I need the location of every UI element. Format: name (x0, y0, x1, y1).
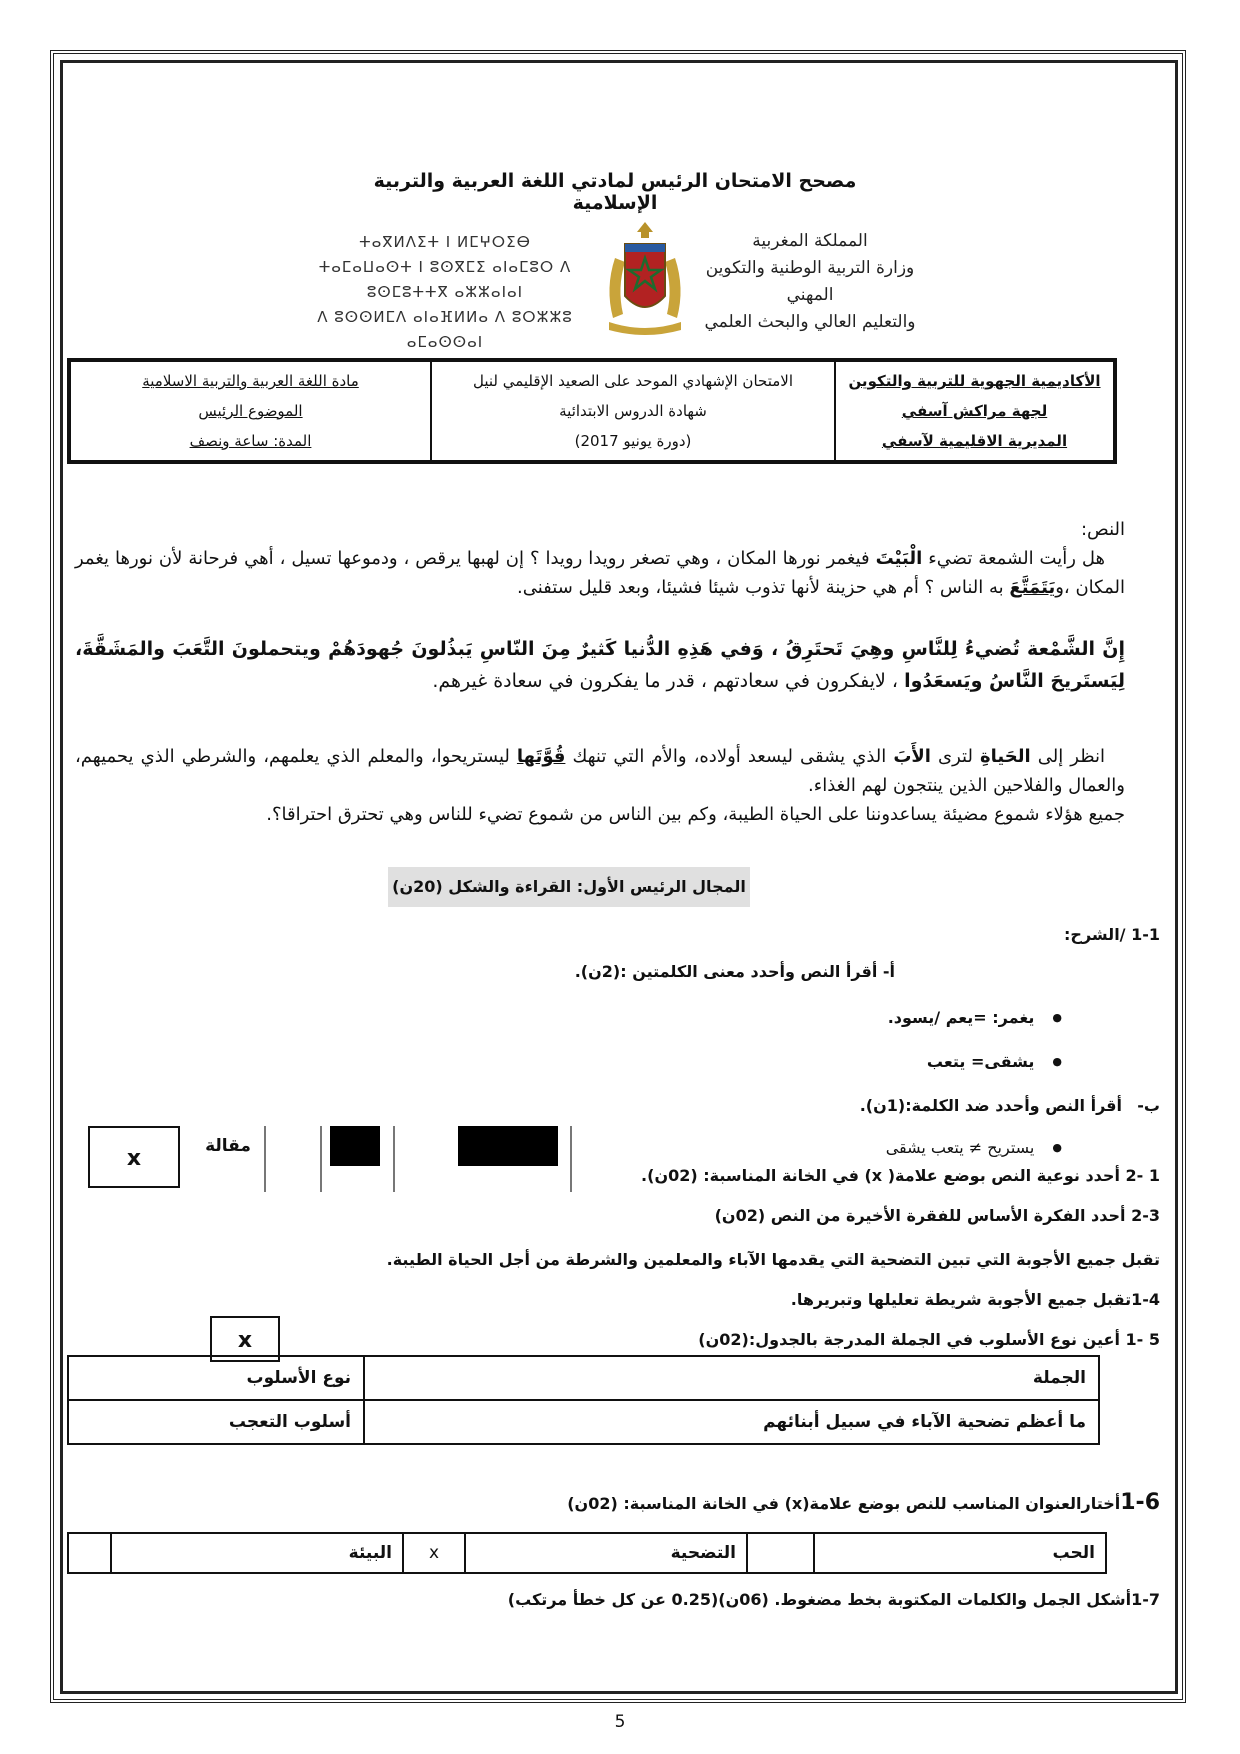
text-label: النص: (1080, 519, 1125, 540)
title-option-sacrifice: التضحية (465, 1533, 747, 1573)
kingdom-line-3: والتعليم العالي والبحث العلمي (704, 312, 916, 332)
tifinagh-line-2: ⵜⴰⵎⴰⵡⴰⵙⵜ ⵏ ⵓⵙⴳⵎⵉ ⴰⵏⴰⵎⵓⵔ ⴷ ⵓⵙⵎⵓⵜⵜⴳ ⴰⵣⵣⴰⵏⴰⵏ (318, 258, 572, 301)
kingdom-tifinagh (310, 230, 580, 355)
title-checkbox-love (747, 1533, 814, 1573)
exam-line-1: الامتحان الإشهادي الموحد على الصعيد الإقليمي لنيل (472, 372, 793, 390)
p3-underlined-word: قُوَّتَها (516, 746, 566, 767)
exam-cell (431, 360, 835, 462)
q1-3: 2-3 أحدد الفكرة الأساس للفقرة الأخيرة من النص (02ن) (714, 1206, 1160, 1225)
p1-part: به الناس ؟ أم هي حزينة لأنها تذوب شيئا فشيئا، وبعد قليل ستفنى. (517, 577, 1010, 598)
page-title: مصحح الامتحان الرئيس لمادتي اللغة العربية والتربية الإسلامية (373, 170, 857, 214)
academy-line-2: لجهة مراكش آسفي (901, 402, 1048, 420)
domain-title: المجال الرئيس الأول: القراءة والشكل (20ن) (388, 867, 750, 907)
q1-2: 1 -2 أحدد نوعية النص بوضع علامة( x) في الخانة المناسبة: (02ن). (641, 1166, 1160, 1185)
text-paragraph-1 (75, 515, 1125, 602)
subject-line-1: مادة اللغة العربية والتربية الاسلامية (142, 372, 359, 390)
text-paragraph-3 (75, 742, 1125, 829)
title-checkbox-sacrifice: x (403, 1533, 465, 1573)
tifinagh-line-1: ⵜⴰⴳⵍⴷⵉⵜ ⵏ ⵍⵎⵖⵔⵉⴱ (359, 233, 531, 251)
q1-4: 1-4تقبل جميع الأجوبة شريطة تعليلها وتبريرها. (790, 1290, 1160, 1309)
q1-1-a1: ● يغمر: =يعم /يسود. (888, 1008, 1062, 1027)
title-checkbox-environment (68, 1533, 111, 1573)
p1-part: هل رأيت الشمعة تضيء (922, 548, 1105, 569)
p3-part: الذي يشقى ليسعد أولاده، والأم التي تنهك (565, 746, 894, 767)
redacted-block (458, 1126, 558, 1166)
p3-part: ليستريحوا، والمعلم الذي يعلمهم، والشرطي الذي يحميهم، والعمال والفلاحين الذين ينتجون لهم الغذاء. (75, 746, 1125, 796)
title-option-love: الحب (814, 1533, 1106, 1573)
titles-table (67, 1532, 1107, 1574)
q1-7: 1-7أشكل الجمل والكلمات المكتوبة بخط مضغوط. (06ن)(0.25 عن كل خطأ مرتكب) (507, 1590, 1160, 1609)
exam-header-table (67, 358, 1117, 464)
divider (570, 1126, 572, 1192)
p1-underlined-word: يَتَمَتَّعَ (1009, 577, 1056, 598)
q1-6-text: أختارالعنوان المناسب للنص بوضع علامة(x) في الخانة المناسبة: (02ن) (567, 1494, 1121, 1513)
p2-part: ، لايفكرون في سعادتهم ، قدر ما يفكرون في سعادة غيرهم. (432, 670, 905, 692)
kingdom-line-1: المملكة المغربية (752, 231, 868, 251)
subject-line-2: الموضوع الرئيس (198, 402, 303, 420)
exam-line-2: شهادة الدروس الابتدائية (559, 402, 707, 420)
p3-bold-word: الأَبَ (893, 746, 931, 767)
royal-emblem-icon (595, 218, 695, 338)
style-sentence: ما أعظم تضحية الآباء في سبيل أبنائهم (364, 1400, 1099, 1444)
p3-conclusion: جميع هؤلاء شموع مضيئة يساعدوننا على الحياة الطيبة، وكم بين الناس من شموع تضيء للناس وهي تحترق احتراقا؟. (266, 804, 1125, 825)
academy-line-1: الأكاديمية الجهوية للتربية والتكوين (848, 372, 1101, 390)
style-type: أسلوب التعجب (68, 1400, 364, 1444)
academy-cell (835, 360, 1115, 462)
q1-1-b (860, 1096, 1160, 1115)
page-number: 5 (614, 1712, 626, 1732)
title-option-environment: البيئة (111, 1533, 403, 1573)
q1-1-b-label: ب- (1137, 1096, 1160, 1115)
p1-bold-word: الْبَيْتَ (875, 548, 923, 569)
q1-1-b-text: أقرأ النص وأحدد ضد الكلمة:(1ن). (859, 1096, 1123, 1115)
q1-6-number: 1-6 (1120, 1490, 1160, 1515)
text-paragraph-2 (75, 633, 1125, 697)
style-table (67, 1355, 1100, 1445)
p3-bold-word: الحَياةِ (980, 746, 1031, 767)
exam-line-3: (دورة يونيو 2017) (574, 432, 692, 450)
tifinagh-line-3: ⴷ ⵓⵙⵙⵍⵎⴷ ⴰⵏⴰⴼⵍⵍⴰ ⴷ ⵓⵔⵣⵣⵓ ⴰⵎⴰⵙⵙⴰⵏ (317, 308, 573, 351)
style-header-type: نوع الأسلوب (68, 1356, 364, 1400)
text-type-boxes (88, 1126, 578, 1192)
p1-part: فيغمر نورها المكان ، وهي تصغر رويدا رويدا ؟ إن لهبها يرقص ، ودموعها تسيل ، أهي فرحانة لأن نورها يغمر المكان ،و (75, 548, 1125, 598)
style-mark-box: x (210, 1316, 280, 1362)
p2-bold-part: إِنَّ الشَّمْعة تُضيءُ لِلنَّاسِ وهِيَ تَحتَرِقُ ، وَفي هَذِهِ الدُّنيا كَثيرٌ مِنَ النّاسِ يَبذُلونَ جُهودَهُمْ ويتحملونَ التَّعَبَ والمَشَقَّةَ، لِيَستَريحَ النَّاسُ ويَسعَدُوا (75, 638, 1125, 692)
subject-line-3: المدة: ساعة ونصف (189, 432, 312, 450)
q1-6 (567, 1490, 1160, 1515)
q1-1-b1: ● يستريح ≠ يتعب يشقى (886, 1138, 1062, 1157)
text-type-mark: x (88, 1126, 180, 1188)
text-type-label: مقالة (205, 1136, 251, 1156)
p3-part: لترى (930, 746, 981, 767)
q1-1-a: أ- أقرأ النص وأحدد معنى الكلمتين :(2ن). (574, 962, 895, 981)
academy-line-3: المديرية الاقليمية لآسفي (881, 432, 1068, 450)
kingdom-line-2: وزارة التربية الوطنية والتكوين المهني (705, 258, 915, 305)
divider (264, 1126, 266, 1192)
redacted-block (330, 1126, 380, 1166)
p3-part: انظر إلى (1030, 746, 1105, 767)
divider (320, 1126, 322, 1192)
q1-3-answer: تقبل جميع الأجوبة التي تبين التضحية التي يقدمها الآباء والمعلمين والشرطة من أجل الحياة الطيبة. (386, 1250, 1160, 1269)
divider (393, 1126, 395, 1192)
q1-5: 5 -1 أعين نوع الأسلوب في الجملة المدرجة بالجدول:(02ن) (698, 1330, 1160, 1349)
style-header-sentence: الجملة (364, 1356, 1099, 1400)
q1-1-a2: ● يشقى= يتعب (927, 1052, 1062, 1071)
q1-1-label: 1-1 /الشرح: (1064, 925, 1160, 944)
subject-cell (69, 360, 431, 462)
kingdom-arabic (680, 228, 940, 336)
